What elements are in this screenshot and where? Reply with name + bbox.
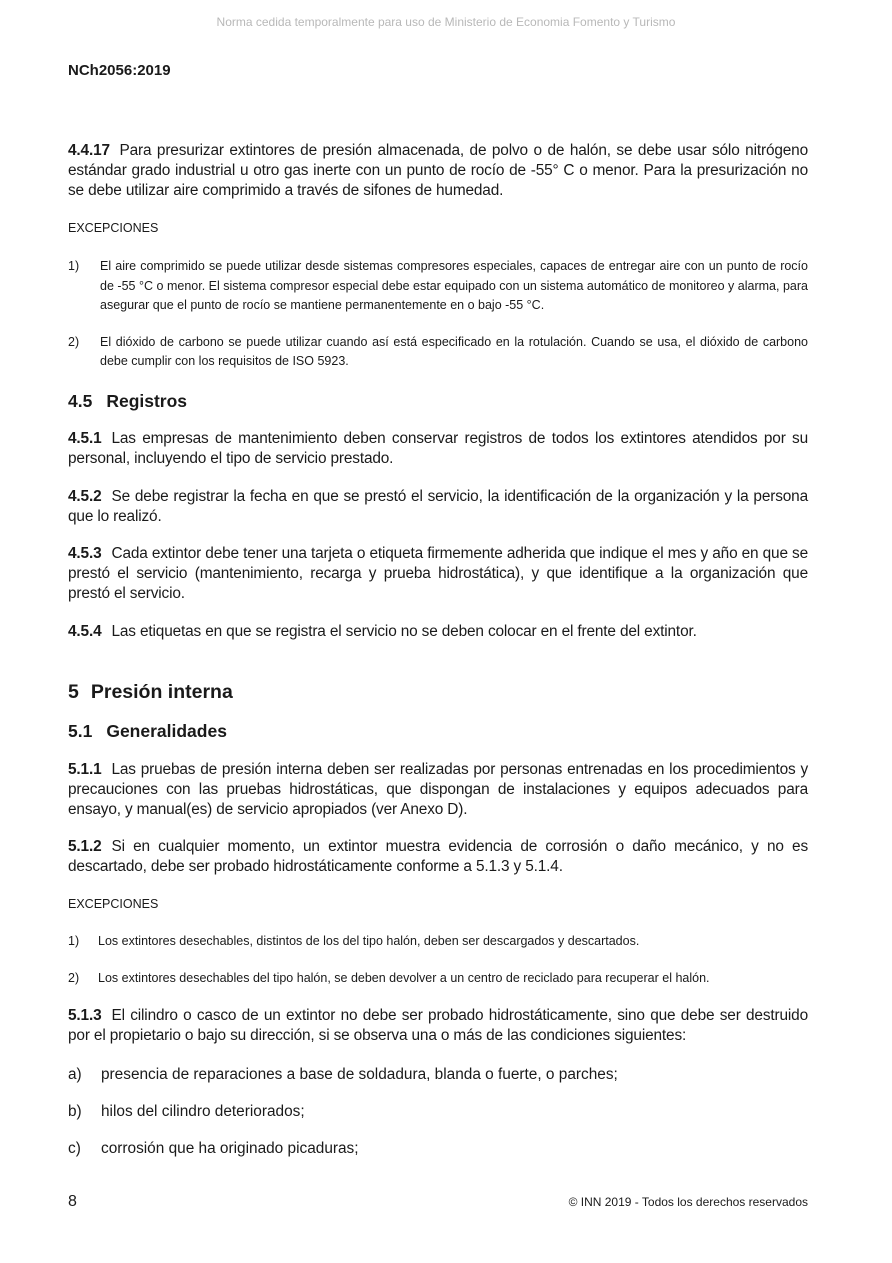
exceptions-label-2	[68, 897, 808, 911]
clause-4-4-17	[68, 141, 808, 202]
list-text: El aire comprimido se puede utilizar desde sistemas compresores especiales, capaces de entregar aire con un punto de rocío de -55 °C o menor. El sistema compresor especial debe estar equipado con un sistema automático de monitoreo y alarma, para asegurar que el punto de rocío se mantiene permanentemente en o bajo -55 °C.	[100, 259, 808, 312]
condition-list	[68, 1065, 808, 1159]
exceptions-list-1	[68, 257, 808, 372]
list-text: corrosión que ha originado picaduras;	[101, 1140, 359, 1157]
list-marker: 2)	[68, 970, 80, 985]
list-item	[68, 1065, 808, 1085]
clause-number: 5.1.3	[68, 1007, 102, 1024]
section-number: 5.1	[68, 721, 93, 741]
section-5-heading	[68, 681, 808, 704]
watermark: Norma cedida temporalmente para uso de Ministerio de Economia Fomento y Turismo	[216, 15, 676, 29]
section-title: Registros	[106, 391, 188, 411]
list-item	[68, 969, 808, 989]
section-4-5-heading	[68, 391, 808, 412]
clause-4-5-2	[68, 487, 808, 527]
clause-text: Para presurizar extintores de presión almacenada, de polvo o de halón, se debe usar sólo nitrógeno estándar grado industrial u otro gas inerte con un punto de rocío de -55° C o menor. Para la presurización no se debe utilizar aire comprimido a través de sifones de humedad.	[68, 142, 808, 200]
list-text: presencia de reparaciones a base de soldadura, blanda o fuerte, o parches;	[101, 1066, 618, 1083]
clause-number: 4.5.2	[68, 488, 102, 505]
exceptions-heading: EXCEPCIONES	[68, 897, 159, 911]
list-marker: 2)	[68, 334, 80, 349]
clause-text: El cilindro o casco de un extintor no debe ser probado hidrostáticamente, sino que debe ser destruido por el propietario o bajo su dirección, si se observa una o más de las condiciones siguientes:	[68, 1007, 808, 1045]
list-marker: 1)	[68, 259, 80, 273]
clause-number: 4.5.1	[68, 430, 102, 447]
clause-number: 5.1.2	[68, 838, 102, 855]
list-text: hilos del cilindro deteriorados;	[101, 1103, 305, 1120]
page-number: 8	[68, 1193, 77, 1210]
clause-text: Se debe registrar la fecha en que se prestó el servicio, la identificación de la organización y la persona que lo realizó.	[68, 488, 808, 526]
clause-4-5-1	[68, 429, 808, 469]
clause-4-5-4	[68, 622, 808, 642]
clause-text: Cada extintor debe tener una tarjeta o etiqueta firmemente adherida que indique el mes y año en que se prestó el servicio (mantenimiento, recarga y prueba hidrostática), y que identifique a la organización que prestó el servicio.	[68, 545, 808, 603]
document-code: NCh2056:2019	[68, 62, 171, 79]
list-item	[68, 257, 808, 316]
section-number: 5	[68, 681, 79, 703]
list-text: Los extintores desechables del tipo halón, se deben devolver a un centro de reciclado para recuperar el halón.	[98, 970, 710, 985]
clause-5-1-3	[68, 1006, 808, 1046]
clause-text: Las pruebas de presión interna deben ser realizadas por personas entrenadas en los procedimientos y precauciones con las pruebas hidrostáticas, que dispongan de instalaciones y equipos adecuados para ensayo, y manual(es) de servicio apropiados (ver Anexo D).	[68, 761, 808, 819]
list-item	[68, 932, 808, 952]
clause-number: 5.1.1	[68, 761, 102, 778]
list-marker: a)	[68, 1066, 82, 1083]
clause-5-1-2	[68, 837, 808, 877]
exceptions-label	[68, 221, 808, 235]
list-item	[68, 1139, 808, 1159]
clause-4-5-3	[68, 544, 808, 605]
list-marker: 1)	[68, 934, 80, 948]
clause-number: 4.5.4	[68, 623, 102, 640]
exceptions-list-2	[68, 932, 808, 988]
list-item	[68, 1102, 808, 1122]
clause-5-1-1	[68, 760, 808, 821]
section-number: 4.5	[68, 391, 93, 411]
section-title: Generalidades	[106, 721, 227, 741]
list-text: Los extintores desechables, distintos de los del tipo halón, deben ser descargados y descartados.	[98, 934, 640, 948]
list-item	[68, 333, 808, 372]
clause-number: 4.5.3	[68, 545, 102, 562]
exceptions-heading: EXCEPCIONES	[68, 221, 159, 235]
copyright-notice: © INN 2019 - Todos los derechos reservados	[568, 1195, 808, 1209]
section-5-1-heading	[68, 721, 808, 742]
section-title: Presión interna	[90, 681, 233, 703]
list-marker: c)	[68, 1140, 81, 1157]
clause-text: Las etiquetas en que se registra el servicio no se deben colocar en el frente del extintor.	[111, 623, 697, 640]
clause-text: Si en cualquier momento, un extintor muestra evidencia de corrosión o daño mecánico, y no es descartado, debe ser probado hidrostáticamente conforme a 5.1.3 y 5.1.4.	[68, 838, 808, 876]
list-text: El dióxido de carbono se puede utilizar cuando así está especificado en la rotulación. Cuando se usa, el dióxido de carbono debe cumplir con los requisitos de ISO 5923.	[100, 334, 808, 368]
clause-text: Las empresas de mantenimiento deben conservar registros de todos los extintores atendidos por su personal, incluyendo el tipo de servicio prestado.	[68, 430, 808, 468]
list-marker: b)	[68, 1103, 82, 1120]
clause-number: 4.4.17	[68, 142, 110, 159]
